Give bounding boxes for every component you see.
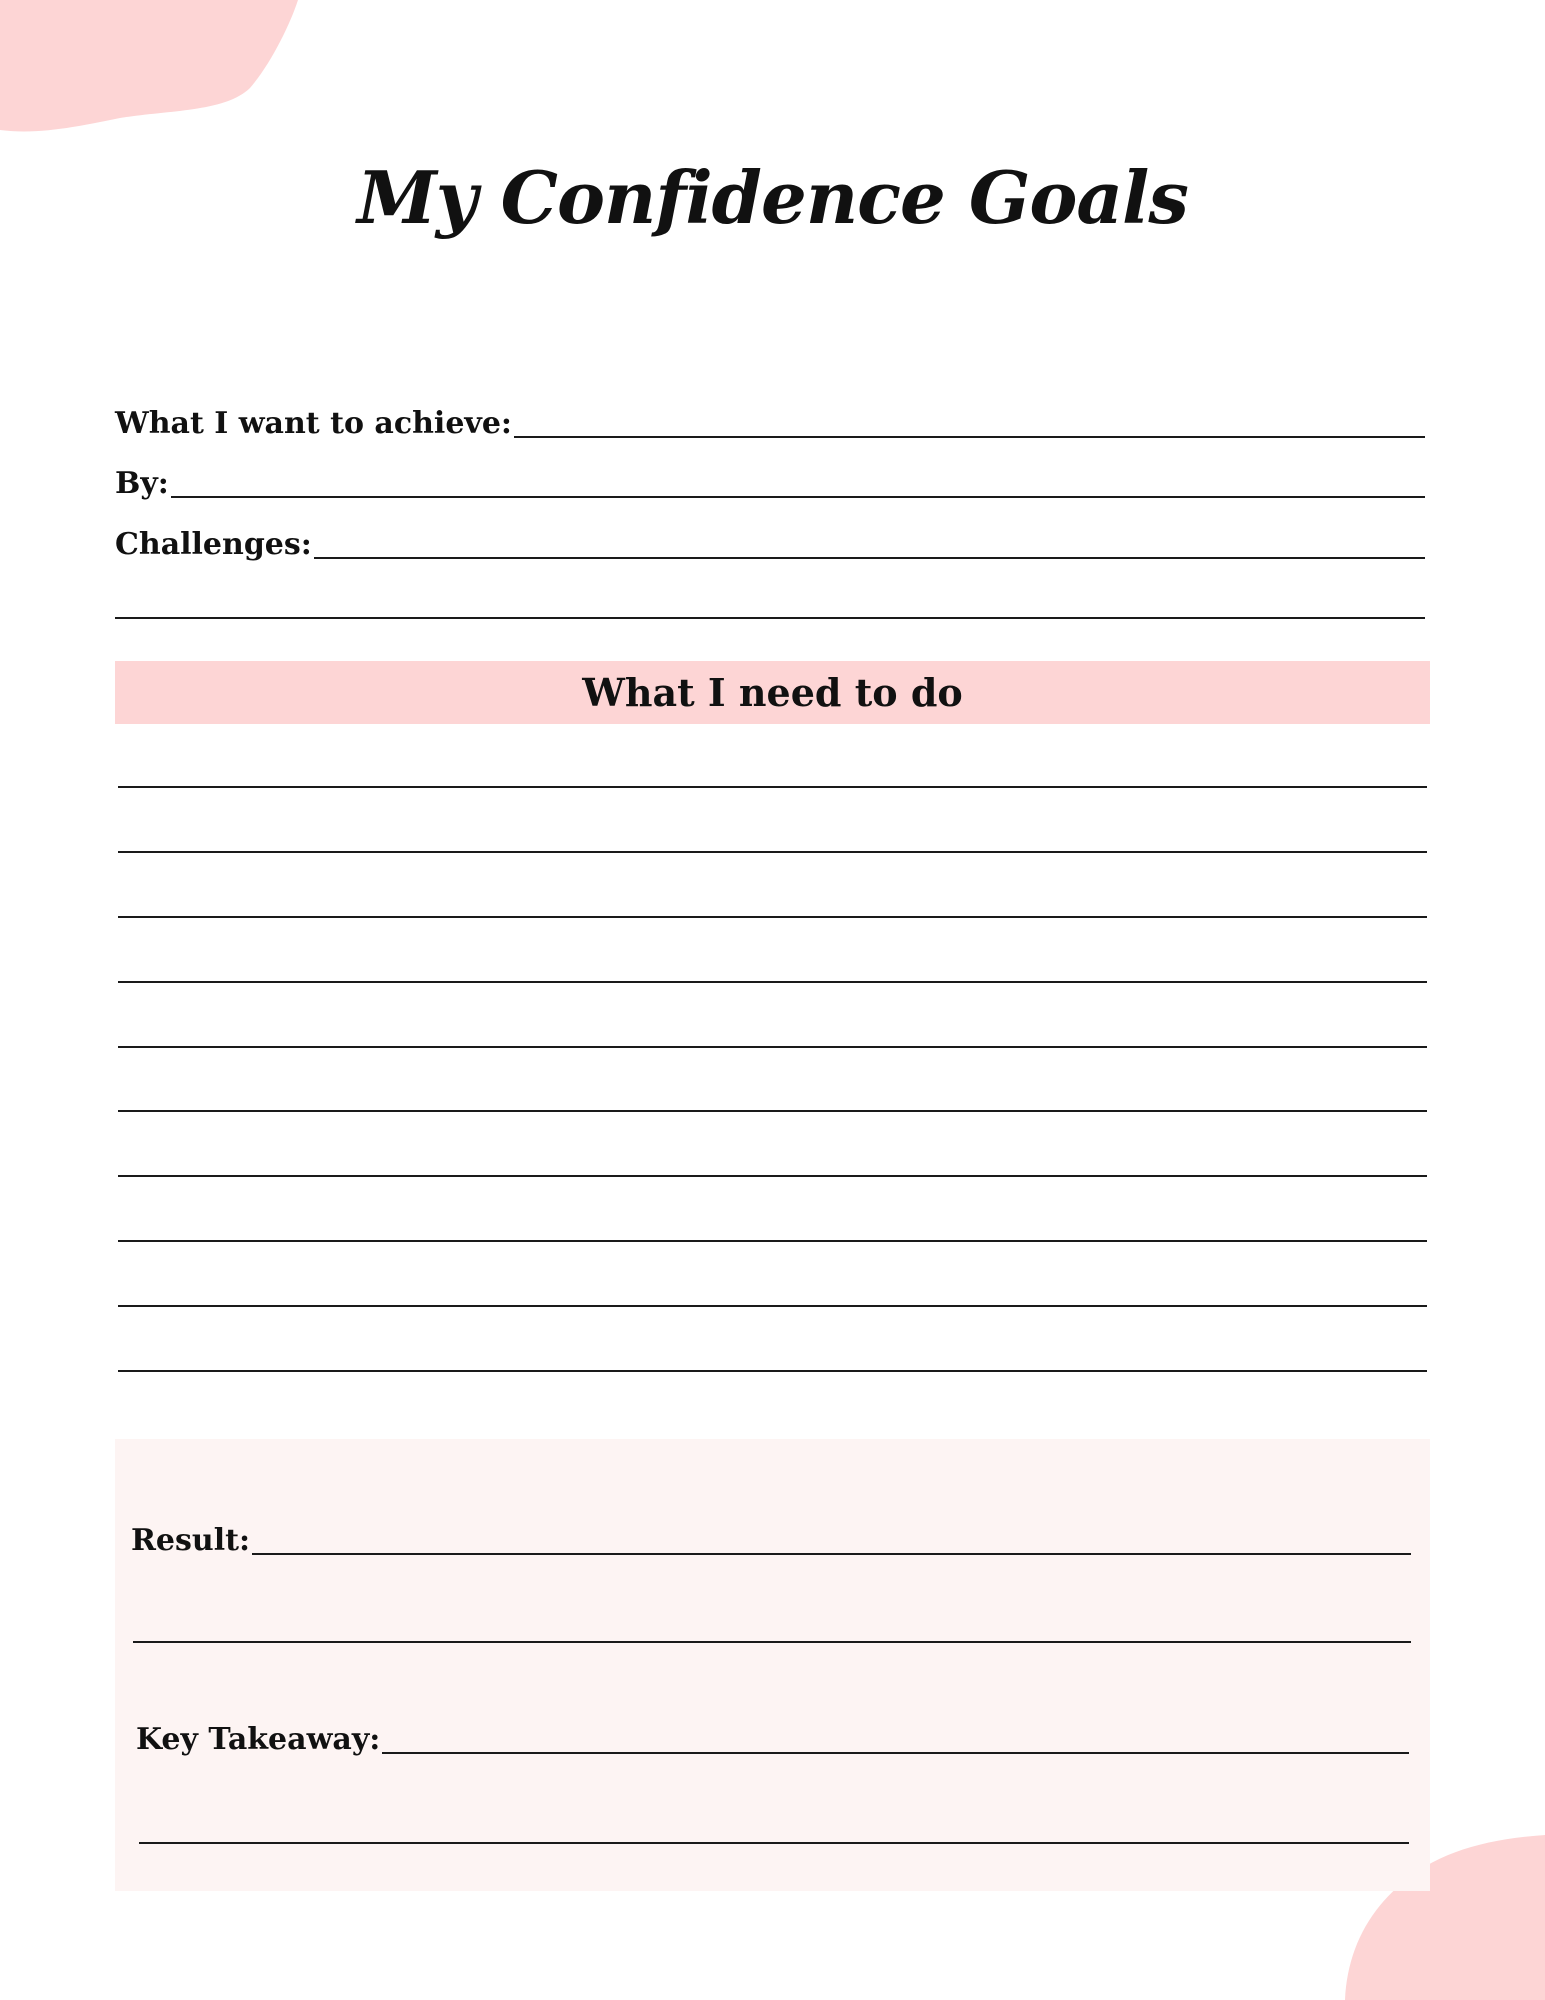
todo-line-1[interactable] <box>118 786 1427 788</box>
todo-line-3[interactable] <box>118 916 1427 918</box>
decorative-blob-top-left <box>0 0 300 135</box>
challenges-extra-line[interactable] <box>115 617 1425 619</box>
achieve-label: What I want to achieve: <box>115 406 513 441</box>
takeaway-extra-line[interactable] <box>139 1842 1409 1844</box>
challenges-label: Challenges: <box>115 527 312 562</box>
todo-line-10[interactable] <box>118 1370 1427 1372</box>
achieve-field[interactable] <box>115 398 1425 442</box>
todo-line-8[interactable] <box>118 1240 1427 1242</box>
todo-line-4[interactable] <box>118 981 1427 983</box>
takeaway-line[interactable] <box>382 1752 1409 1754</box>
reflection-box <box>115 1439 1430 1891</box>
result-extra-line[interactable] <box>133 1641 1411 1643</box>
todo-line-9[interactable] <box>118 1305 1427 1307</box>
achieve-line[interactable] <box>514 436 1425 438</box>
challenges-field[interactable] <box>115 519 1425 563</box>
takeaway-label: Key Takeaway: <box>136 1722 381 1757</box>
by-field[interactable] <box>115 458 1425 502</box>
todo-line-2[interactable] <box>118 851 1427 853</box>
todo-line-5[interactable] <box>118 1046 1427 1048</box>
result-line[interactable] <box>252 1553 1411 1555</box>
by-line[interactable] <box>171 496 1425 498</box>
by-label: By: <box>115 466 169 501</box>
result-field[interactable] <box>131 1515 1411 1559</box>
todo-line-7[interactable] <box>118 1175 1427 1177</box>
page-title: My Confidence Goals <box>357 155 1188 240</box>
takeaway-field[interactable] <box>136 1714 1409 1758</box>
todo-section-header <box>115 661 1430 724</box>
todo-line-6[interactable] <box>118 1110 1427 1112</box>
challenges-line[interactable] <box>314 557 1425 559</box>
result-label: Result: <box>131 1523 251 1558</box>
todo-section-heading: What I need to do <box>582 669 963 715</box>
